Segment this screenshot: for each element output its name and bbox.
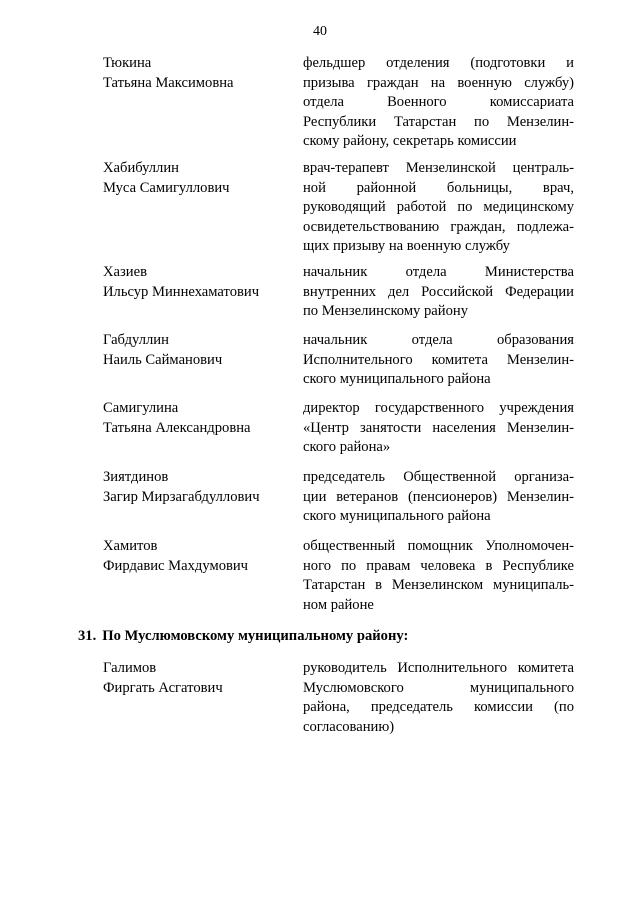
member-given-name: Татьяна Максимовна (103, 74, 234, 91)
role-line: ном районе (303, 596, 374, 613)
member-surname: Габдуллин (103, 332, 169, 348)
member-surname: Хамитов (103, 538, 158, 554)
role-line: призыва граждан на военную службу) (303, 74, 574, 91)
role-line: ского муниципального района (303, 371, 491, 387)
member-surname: Тюкина (103, 55, 152, 71)
section-number: 31. (78, 628, 97, 644)
member-given-name: Ильсур Миннехаматович (103, 283, 260, 300)
member-name (103, 537, 293, 576)
member-role (303, 659, 574, 737)
role-line: Муслюмовского муниципального (303, 679, 574, 696)
role-line: согласованию) (303, 718, 395, 735)
member-surname: Самигулина (103, 400, 179, 416)
member-given-name: Наиль Сайманович (103, 351, 223, 368)
member-name (103, 54, 293, 93)
role-line: внутренних дел Российской Федерации (303, 283, 574, 300)
member-role (303, 159, 574, 257)
member-name (103, 263, 293, 302)
member-role (303, 399, 574, 458)
section-heading (78, 626, 598, 646)
role-line: общественный помощник Уполномочен- (303, 538, 574, 554)
member-role (303, 537, 574, 615)
role-line: района, председатель комиссии (по (303, 699, 574, 715)
role-line: начальник отдела образования (303, 332, 574, 348)
role-line: ского района» (303, 439, 391, 455)
member-given-name: Муса Самигуллович (103, 179, 230, 196)
role-line: врач-терапевт Мензелинской централь- (303, 160, 574, 176)
role-line: щих призыву на военную службу (303, 238, 510, 254)
member-name (103, 159, 293, 198)
role-line: по Мензелинскому району (303, 303, 468, 319)
member-role (303, 263, 574, 322)
role-line: начальник отдела Министерства (303, 264, 574, 280)
member-role (303, 331, 574, 390)
member-role (303, 468, 574, 527)
page-number: 40 (313, 24, 327, 39)
role-line: директор государственного учреждения (303, 400, 574, 416)
role-line: ского муниципального района (303, 508, 491, 524)
member-name (103, 331, 293, 370)
member-given-name: Загир Мирзагабдуллович (103, 488, 260, 505)
member-surname: Галимов (103, 660, 157, 676)
member-name (103, 659, 293, 698)
role-line: Республики Татарстан по Мензелин- (303, 113, 574, 130)
member-name (103, 399, 293, 438)
role-line: Исполнительного комитета Мензелин- (303, 351, 574, 368)
role-line: «Центр занятости населения Мензелин- (303, 419, 574, 436)
member-surname: Хабибуллин (103, 160, 179, 176)
role-line: ного по правам человека в Республике (303, 557, 574, 574)
member-given-name: Татьяна Александровна (103, 419, 251, 436)
role-line: руководящий работой по медицинскому (303, 199, 574, 215)
role-line: Татарстан в Мензелинском муниципаль- (303, 577, 574, 593)
member-surname: Хазиев (103, 264, 147, 280)
role-line: освидетельствованию граждан, подлежа- (303, 218, 574, 235)
role-line: ной районной больницы, врач, (303, 179, 574, 196)
role-line: руководитель Исполнительного комитета (303, 660, 574, 676)
member-role (303, 54, 574, 152)
member-name (103, 468, 293, 507)
role-line: скому району, секретарь комиссии (303, 133, 517, 149)
member-surname: Зиятдинов (103, 469, 169, 485)
role-line: отдела Военного комиссариата (303, 94, 574, 110)
role-line: председатель Общественной организа- (303, 469, 574, 485)
role-line: ции ветеранов (пенсионеров) Мензелин- (303, 488, 574, 505)
section-title: По Муслюмовскому муниципальному району: (102, 628, 409, 644)
member-given-name: Фирдавис Махдумович (103, 557, 249, 574)
member-given-name: Фиргать Асгатович (103, 679, 223, 696)
role-line: фельдшер отделения (подготовки и (303, 55, 574, 71)
